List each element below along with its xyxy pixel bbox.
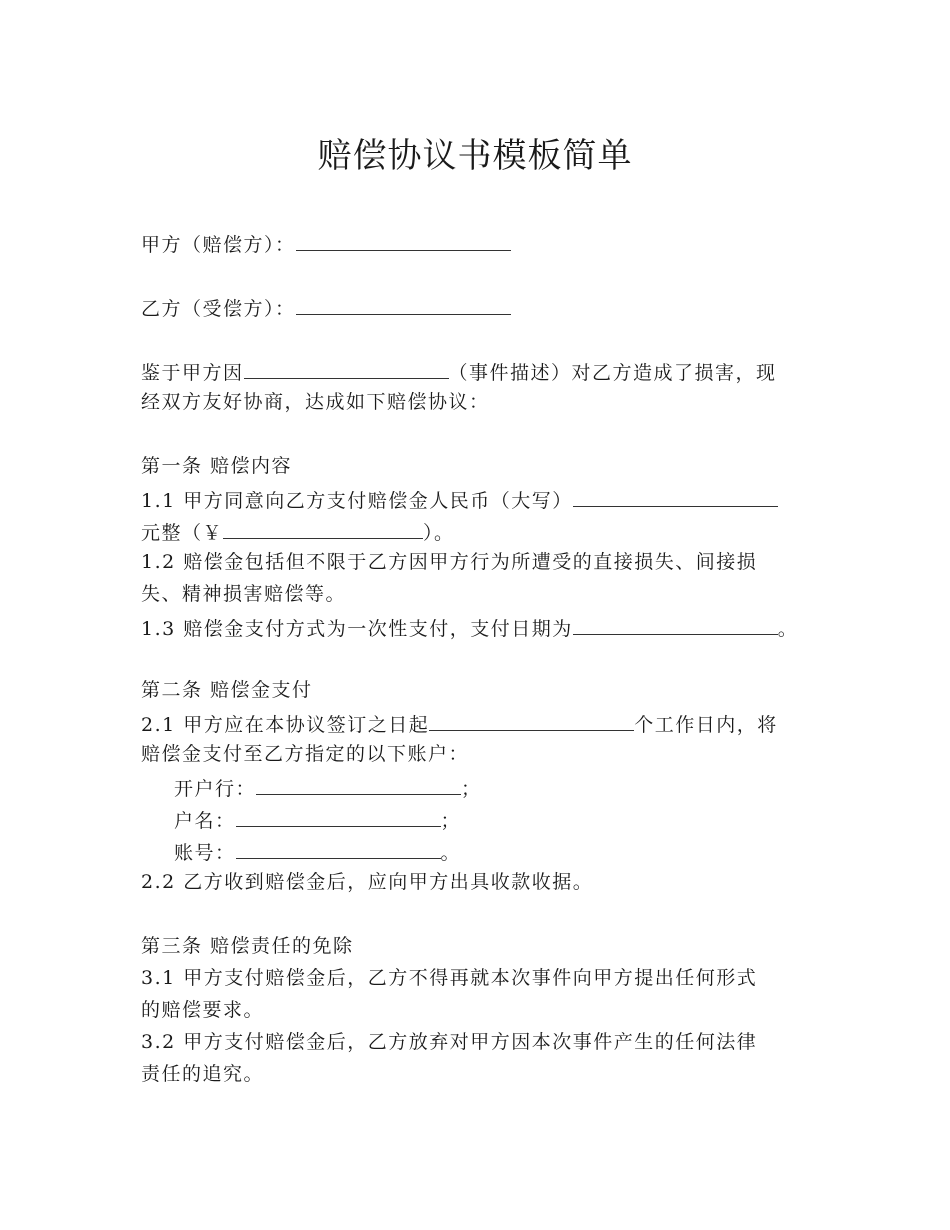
clause-2-1 [141, 706, 841, 738]
clause-2-1-cont: 赔偿金支付至乙方指定的以下账户： [141, 743, 470, 765]
intro-text: 鉴于甲方因 [141, 362, 244, 384]
clause-1-1 [141, 482, 841, 514]
intro-line-2: 经双方友好协商，达成如下赔偿协议： [141, 391, 490, 413]
party-b-label: 乙方（受偿方）： [141, 298, 296, 320]
article-2-title: 第二条 赔偿金支付 [141, 679, 313, 701]
clause-3-1: 3.1 甲方支付赔偿金后，乙方不得再就本次事件向甲方提出任何形式 [141, 967, 758, 989]
clause-text: 元整（￥ [141, 522, 224, 544]
party-a-line [141, 226, 841, 258]
clause-text: ； [440, 810, 462, 832]
clause-text: 个工作日内，将 [634, 714, 778, 736]
clause-text: 1.3 赔偿金支付方式为一次性支付，支付日期为 [141, 618, 573, 640]
clause-text: 。 [440, 842, 462, 864]
clause-text: ）。 [423, 522, 455, 544]
days-blank [429, 706, 634, 731]
account-no-line [141, 834, 841, 866]
intro-line-1 [141, 354, 841, 386]
party-a-blank [296, 226, 511, 251]
clause-text: 2.1 甲方应在本协议签订之日起 [141, 714, 430, 736]
document-body [141, 226, 841, 1090]
clause-3-1-cont: 的赔偿要求。 [141, 999, 265, 1021]
account-name-label: 户名： [174, 810, 236, 832]
event-blank [244, 354, 449, 379]
clause-1-3 [141, 610, 841, 642]
clause-3-2: 3.2 甲方支付赔偿金后，乙方放弃对甲方因本次事件产生的任何法律 [141, 1031, 758, 1053]
clause-text: ； [461, 778, 482, 800]
bank-label: 开户行： [174, 778, 257, 800]
article-1-title: 第一条 赔偿内容 [141, 455, 293, 477]
intro-text: （事件描述）对乙方造成了损害，现 [448, 362, 777, 384]
account-no-label: 账号： [174, 842, 236, 864]
clause-3-2-cont: 责任的追究。 [141, 1063, 265, 1085]
clause-1-1-cont [141, 514, 841, 546]
party-b-line [141, 290, 841, 322]
article-3-title: 第三条 赔偿责任的免除 [141, 935, 354, 957]
payment-date-blank [573, 610, 778, 635]
account-name-line [141, 802, 841, 834]
party-a-label: 甲方（赔偿方）： [141, 234, 296, 256]
clause-text: 1.1 甲方同意向乙方支付赔偿金人民币（大写） [141, 490, 573, 512]
document-title: 赔偿协议书模板简单 [317, 136, 633, 176]
bank-blank [256, 770, 461, 795]
party-b-blank [296, 290, 511, 315]
account-no-blank [236, 834, 441, 859]
clause-2-2: 2.2 乙方收到赔偿金后，应向甲方出具收款收据。 [141, 871, 594, 893]
amount-words-blank [573, 482, 778, 507]
clause-text: 。 [777, 618, 799, 640]
clause-1-2: 1.2 赔偿金包括但不限于乙方因甲方行为所遭受的直接损失、间接损 [141, 551, 758, 573]
bank-line [141, 770, 841, 802]
clause-1-2-cont: 失、精神损害赔偿等。 [141, 583, 347, 605]
account-name-blank [236, 802, 441, 827]
amount-number-blank [223, 514, 423, 539]
